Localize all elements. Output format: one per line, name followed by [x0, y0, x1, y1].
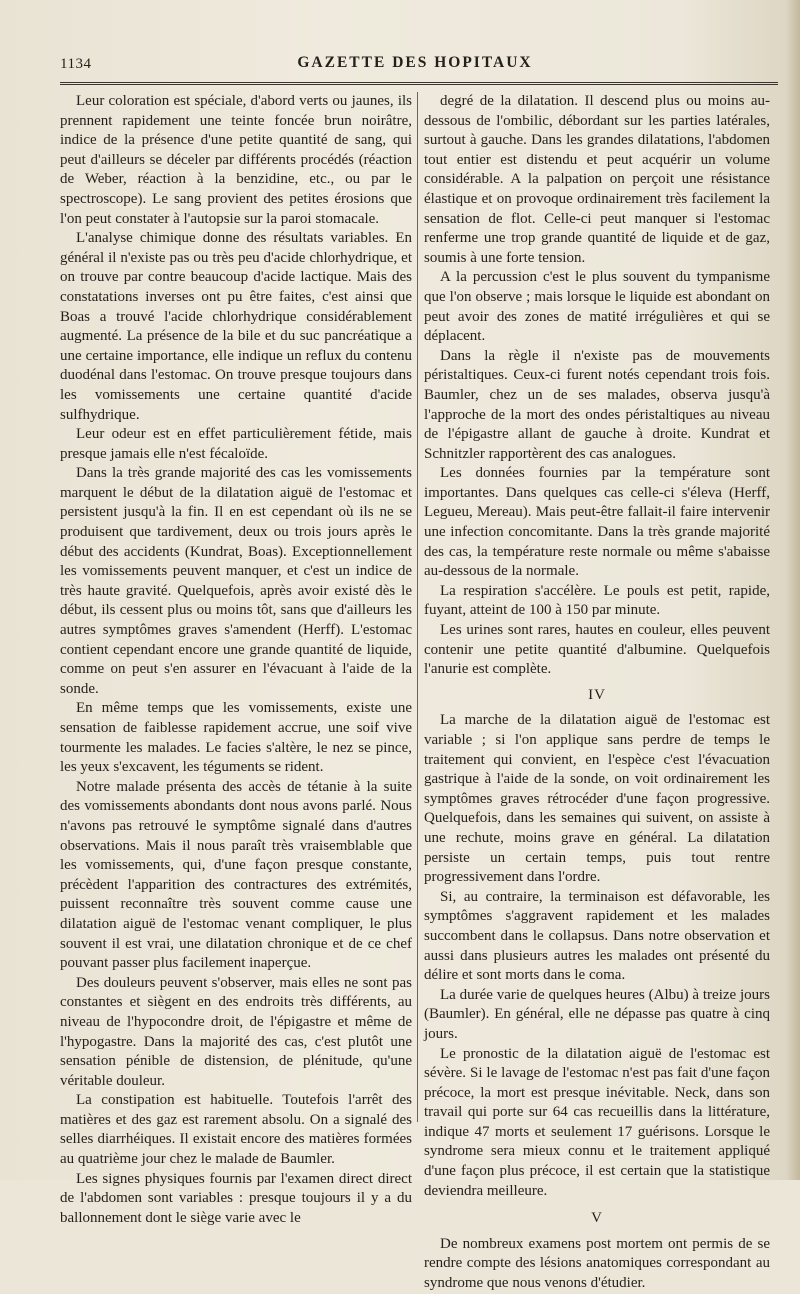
paragraph: La durée varie de quelques heures (Albu) à treize jours (Baumler). En général, elle ne dépasse pas quatre à cinq jours.	[424, 986, 770, 1042]
paragraph: degré de la dilatation. Il descend plus ou moins au-dessous de l'ombilic, débordant sur les parties latérales, surtout à gauche. Dans les grandes dilatations, l'abdomen tout entier est distendu et peut acquérir un volume considérable. A la palpation on perçoit une résistance élastique et on provoque ordinairement très facilement la sensation de flot. Celle-ci peut manquer si l'estomac renferme une trop grande quantité de liquide et de gaz, soumis à une forte tension.	[424, 93, 770, 266]
paragraph: Les urines sont rares, hautes en couleur, elles peuvent contenir une petite quantité d'albumine. Quelquefois l'anurie est complète.	[424, 622, 770, 678]
paragraph: Les données fournies par la température sont importantes. Dans quelques cas celle-ci s'éleva (Herff, Legueu, Mereau). Mais peut-être fallait-il faire intervenir une infection concomitante. Dans la très grande majorité des cas, la température reste normale ou même s'abaisse au-dessous de la normale.	[424, 465, 770, 580]
page-edge-stain	[786, 0, 800, 1180]
section-heading-iv: IV	[588, 686, 606, 703]
paragraph: Les signes physiques fournis par l'examen direct direct de l'abdomen sont variables : presque toujours il y a du ballonnement dont le siège varie avec le	[60, 1170, 412, 1226]
paragraph: Notre malade présenta des accès de tétanie à la suite des vomissements abondants dont nous avons parlé. Nous n'avons pas retrouvé le symptôme signalé dans d'autres observations. Mais il nous paraît très vraisemblable que les vomissements, qui, d'une façon presque constante, précèdent l'apparition des contractures des extrémités, puissent reconnaître très souvent comme cause une dilatation aiguë de l'estomac venant compliquer, le plus souvent il est vrai, une dilatation chronique et de ce chef pouvant passer plus facilement inaperçue.	[60, 778, 412, 972]
paragraph: Dans la très grande majorité des cas les vomissements marquent le début de la dilatation aiguë de l'estomac et persistent jusqu'à la fin. Il en est cependant où ils ne se produisent que tardivement, deux ou trois jours après le début des accidents (Kundrat, Boas). Exceptionnellement les vomissements peuvent manquer, et c'est un indice de très haute gravité. Quelquefois, après avoir existé dès le début, ils cessent plus ou moins tôt, sans que d'ailleurs les autres symptômes graves s'amendent (Herff). L'estomac contient cependant encore une grande quantité de liquide, comme on peut s'en assurer en l'évacuant à l'aide de la sonde.	[60, 465, 412, 697]
header-double-rule	[60, 82, 778, 85]
paragraph: Leur odeur est en effet particulièrement fétide, mais presque jamais elle n'est fécaloïde.	[60, 426, 412, 462]
right-column	[424, 92, 770, 1292]
paragraph: En même temps que les vomissements, existe une sensation de faiblesse rapidement accrue, une soif vive tourmente les malades. Le facies s'altère, le nez se pince, les yeux s'excavent, les téguments se rident.	[60, 700, 412, 776]
paragraph: Des douleurs peuvent s'observer, mais elles ne sont pas constantes et siègent en des endroits très différents, au niveau de l'hypocondre droit, de l'épigastre et même de l'hypogastre. Dans la majorité des cas, c'est plutôt une sensation pénible de distension, de plénitude, qu'une véritable douleur.	[60, 974, 412, 1089]
paragraph: Si, au contraire, la terminaison est défavorable, les symptômes s'aggravent rapidement et les malades succombent dans le collapsus. Dans notre observation et aussi dans plusieurs autres les malades ont présenté du délire et sont morts dans le coma.	[424, 888, 770, 984]
paragraph: Dans la règle il n'existe pas de mouvements péristaltiques. Ceux-ci furent notés cependant trois fois. Baumler, chez un de ses malades, observa jusqu'à l'approche de la mort des ondes péristaltiques au niveau de l'épigastre allant de gauche à droite. Kundrat et Schnitzler rapportèrent des cas analogues.	[424, 347, 770, 462]
paragraph: La marche de la dilatation aiguë de l'estomac est variable ; si l'on applique sans perdre de temps le traitement qui convient, en l'espèce c'est l'évacuation gastrique à l'aide de la sonde, on voit ordinairement les symptômes graves rétrocéder d'une façon progressive. Quelquefois, dans les semaines qui suivent, on assiste à une rechute, moins grave en général. La dilatation persiste un certain temps, puis tout rentre progressivement dans l'ordre.	[424, 712, 770, 886]
journal-title: GAZETTE DES HOPITAUX	[297, 54, 533, 71]
paragraph: Leur coloration est spéciale, d'abord verts ou jaunes, ils prennent rapidement une teinte foncée brun noirâtre, indice de la présence d'une petite quantité de sang, qui peut d'ailleurs se déceler par différents procédés (réaction de Weber, réaction à la benzidine, etc., ou par le spectroscope). Le sang provient des petites érosions que l'on peut constater à l'autopsie sur la paroi stomacale.	[60, 93, 412, 227]
section-heading-v: V	[591, 1210, 603, 1227]
paragraph: La respiration s'accélère. Le pouls est petit, rapide, fuyant, atteint de 100 à 150 par minute.	[424, 582, 770, 619]
page-number: 1134	[60, 56, 92, 72]
paragraph: Le pronostic de la dilatation aiguë de l'estomac est sévère. Si le lavage de l'estomac n'est pas fait d'une façon précoce, la mort est presque inévitable. Neck, dans son travail qui porte sur 64 cas recueillis dans la littérature, indique 47 morts et seulement 17 guérisons. Lorsque le syndrome sera mieux connu et le traitement appliqué d'une façon plus précoce, il est certain que la statistique deviendra meilleure.	[424, 1045, 770, 1199]
column-divider	[417, 92, 418, 1122]
paragraph: A la percussion c'est le plus souvent du tympanisme que l'on observe ; mais lorsque le liquide est abondant on peut avoir des zones de matité irrégulières et qui se déplacent.	[424, 269, 770, 345]
paragraph: La constipation est habituelle. Toutefois l'arrêt des matières et des gaz est rarement absolu. On a signalé des selles diarrhéiques. Il existait encore des matières formées au quatrième jour chez le malade de Baumler.	[60, 1092, 412, 1168]
left-column	[60, 92, 412, 1226]
page-header	[60, 52, 770, 76]
paragraph: De nombreux examens post mortem ont permis de se rendre compte des lésions anatomiques correspondant au syndrome que nous venons d'étudier.	[424, 1235, 770, 1292]
paragraph: L'analyse chimique donne des résultats variables. En général il n'existe pas ou très peu d'acide chlorhydrique, et on trouve par contre beaucoup d'acide lactique. Mais des constatations inverses ont pu être faites, c'est ainsi que Boas a trouvé l'acide chlorhydrique considérablement augmenté. La présence de la bile et du suc pancréatique a une certaine importance, elle indique un reflux du contenu duodénal dans l'estomac. On trouve presque toujours dans les vomissements une certaine quantité d'acide sulfhydrique.	[60, 230, 412, 423]
